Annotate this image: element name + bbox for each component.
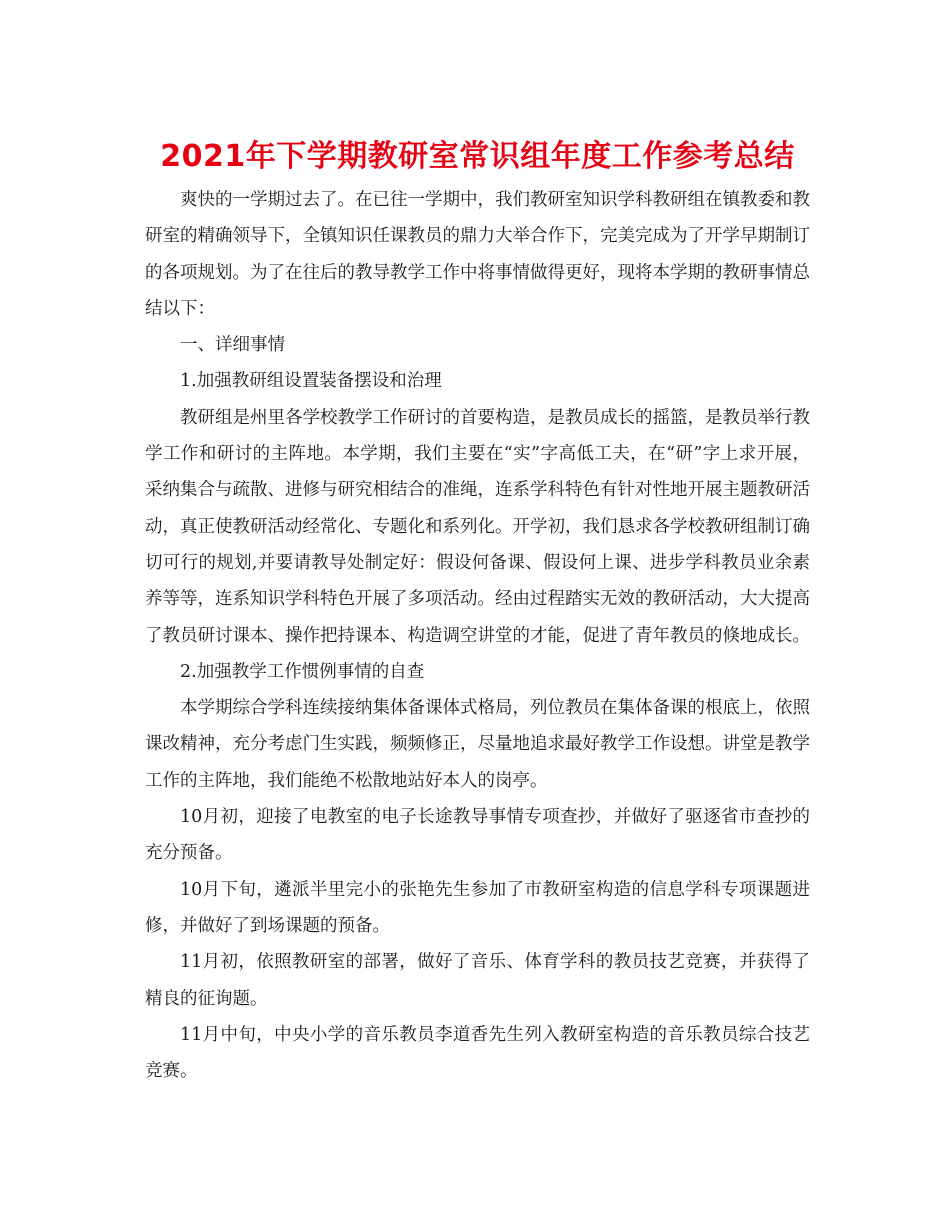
document-body <box>145 182 810 1089</box>
subsection-heading-1: 1.加强教研组设置装备摆设和治理 <box>180 371 442 392</box>
paragraph-october-late: 10月下旬，遴派半里完小的张艳先生参加了市教研室构造的信息学科专项课题进修，并做好了到场课题的预备。 <box>145 879 810 936</box>
subsection-heading-2: 2.加强教学工作惯例事情的自查 <box>180 661 425 682</box>
document-title: 2021年下学期教研室常识组年度工作参考总结 <box>160 139 795 174</box>
paragraph-october-early: 10月初，迎接了电教室的电子长途教导事情专项查抄，并做好了驱逐省市查抄的充分预备。 <box>145 807 810 864</box>
paragraph-teaching-group: 教研组是州里各学校教学工作研讨的首要构造，是教员成长的摇篮，是教员举行教学工作和研讨的主阵地。本学期，我们主要在“实”字高低工夫，在“研”字上求开展，采纳集合与疏散、进修与研究相结合的准绳，连系学科特色有针对性地开展主题教研活动，真正使教研活动经常化、专题化和系列化。开学初，我们恳求各学校教研组制订确切可行的规划,并要请教导处制定好：假设何备课、假设何上课、进步学科教员业余素养等等，连系知识学科特色开展了多项活动。经由过程踏实无效的教研活动，大大提高了教员研讨课本、操作把持课本、构造调空讲堂的才能，促进了青年教员的倏地成长。 <box>145 407 810 646</box>
paragraph-november-mid: 11月中旬，中央小学的音乐教员李道香先生列入教研室构造的音乐教员综合技艺竞赛。 <box>145 1024 810 1082</box>
paragraph-november-early: 11月初，依照教研室的部署，做好了音乐、体育学科的教员技艺竞赛，并获得了精良的征询题。 <box>145 952 810 1009</box>
section-heading-1: 一、详细事情 <box>180 335 285 356</box>
paragraph-intro: 爽快的一学期过去了。在已往一学期中，我们教研室知识学科教研组在镇教委和教研室的精确领导下，全镇知识任课教员的鼎力大举合作下，完美完成为了开学早期制订的各项规划。为了在往后的教导教学工作中将事情做得更好，现将本学期的教研事情总结以下： <box>145 190 810 319</box>
paragraph-self-check: 本学期综合学科连续接纳集体备课体式格局，列位教员在集体备课的根底上，依照课改精神，充分考虑门生实践，频频修正，尽量地追求最好教学工作设想。讲堂是教学工作的主阵地，我们能绝不松散地站好本人的岗亭。 <box>145 698 810 791</box>
